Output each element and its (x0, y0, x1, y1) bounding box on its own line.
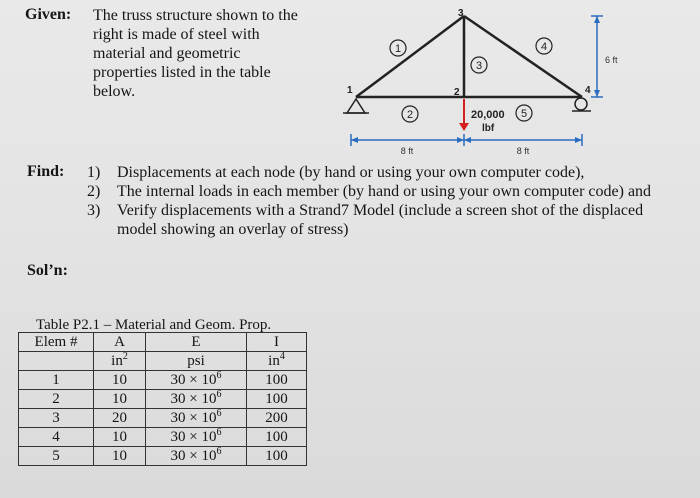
given-line: material and geometric (93, 45, 241, 62)
inertia-cell: 100 (247, 390, 307, 409)
elem-cell: 5 (19, 447, 94, 466)
dimension-arrow-icon (351, 137, 358, 143)
width-dimension-label: 8 ft (400, 146, 414, 156)
element-label: 1 (394, 43, 402, 55)
element-label: 3 (475, 60, 483, 72)
given-line: below. (93, 83, 136, 100)
find-label: Find: (27, 163, 65, 180)
find-item-number: 2) (87, 183, 101, 200)
dimension-arrow-icon (464, 137, 471, 143)
given-line: properties listed in the table (93, 64, 271, 81)
load-value: 20,000 (471, 109, 505, 121)
find-item (87, 163, 687, 182)
dimension-arrow-icon (575, 137, 582, 143)
member-4 (464, 16, 582, 97)
unit-cell: $in^2$ (94, 352, 146, 371)
find-item (87, 201, 687, 239)
elem-cell: 3 (19, 409, 94, 428)
width-dimension-label: 8 ft (516, 146, 530, 156)
table-units-row (19, 352, 307, 371)
unit-cell: $in^4$ (247, 352, 307, 371)
roller-support (575, 98, 587, 110)
table-row (19, 447, 307, 466)
elem-cell: 1 (19, 371, 94, 390)
truss-diagram (340, 5, 640, 157)
dimension-arrow-icon (457, 137, 464, 143)
table-title: Table P2.1 – Material and Geom. Prop. (36, 317, 272, 333)
find-item (87, 182, 687, 201)
find-list (87, 163, 687, 239)
find-item-text: Displacements at each node (by hand or using your own computer code), (117, 164, 585, 181)
given-line: The truss structure shown to the (93, 7, 298, 24)
column-header: A (94, 333, 146, 352)
given-line: right is made of steel with (93, 26, 260, 43)
unit-cell: psi (146, 352, 247, 371)
solution-label: Sol’n: (27, 262, 68, 279)
table-header-row (19, 333, 307, 352)
member-1 (356, 16, 464, 97)
element-label: 2 (406, 109, 414, 121)
node-label: 2 (454, 87, 460, 98)
area-cell: 20 (94, 409, 146, 428)
table-row (19, 371, 307, 390)
load-arrow-head-icon (459, 123, 469, 131)
modulus-cell: $30 \times 10^6$ (146, 428, 247, 447)
node-label: 3 (458, 8, 464, 19)
elem-cell: 2 (19, 390, 94, 409)
properties-table (18, 332, 307, 466)
modulus-cell: $30 \times 10^6$ (146, 371, 247, 390)
area-cell: 10 (94, 428, 146, 447)
column-header: Elem # (19, 333, 94, 352)
column-header: I (247, 333, 307, 352)
dimension-arrow-icon (594, 16, 600, 23)
table-row (19, 428, 307, 447)
inertia-cell: 100 (247, 447, 307, 466)
modulus-cell: $30 \times 10^6$ (146, 447, 247, 466)
table-row (19, 409, 307, 428)
modulus-cell: $30 \times 10^6$ (146, 409, 247, 428)
given-text (93, 6, 333, 101)
element-label: 4 (540, 41, 548, 53)
find-item-text: Verify displacements with a Strand7 Model (include a screen shot of the displaced model showing an overlay of stress) (117, 202, 644, 238)
inertia-cell: 100 (247, 428, 307, 447)
column-header: E (146, 333, 247, 352)
pin-support (347, 99, 365, 113)
elem-cell: 4 (19, 428, 94, 447)
find-item-text: The internal loads in each member (by hand or using your own computer code) and (117, 183, 652, 200)
area-cell: 10 (94, 390, 146, 409)
inertia-cell: 100 (247, 371, 307, 390)
table-row (19, 390, 307, 409)
modulus-cell: $30 \times 10^6$ (146, 390, 247, 409)
height-dimension-label: 6 ft (605, 55, 618, 65)
node-label: 4 (585, 85, 591, 96)
load-unit: lbf (482, 123, 495, 134)
dimension-arrow-icon (594, 90, 600, 97)
given-label: Given: (25, 6, 72, 23)
inertia-cell: 200 (247, 409, 307, 428)
find-item-number: 1) (87, 164, 101, 181)
node-label: 1 (347, 85, 353, 96)
find-item-number: 3) (87, 202, 101, 219)
area-cell: 10 (94, 447, 146, 466)
element-label: 5 (520, 108, 528, 120)
area-cell: 10 (94, 371, 146, 390)
unit-cell (19, 352, 94, 371)
